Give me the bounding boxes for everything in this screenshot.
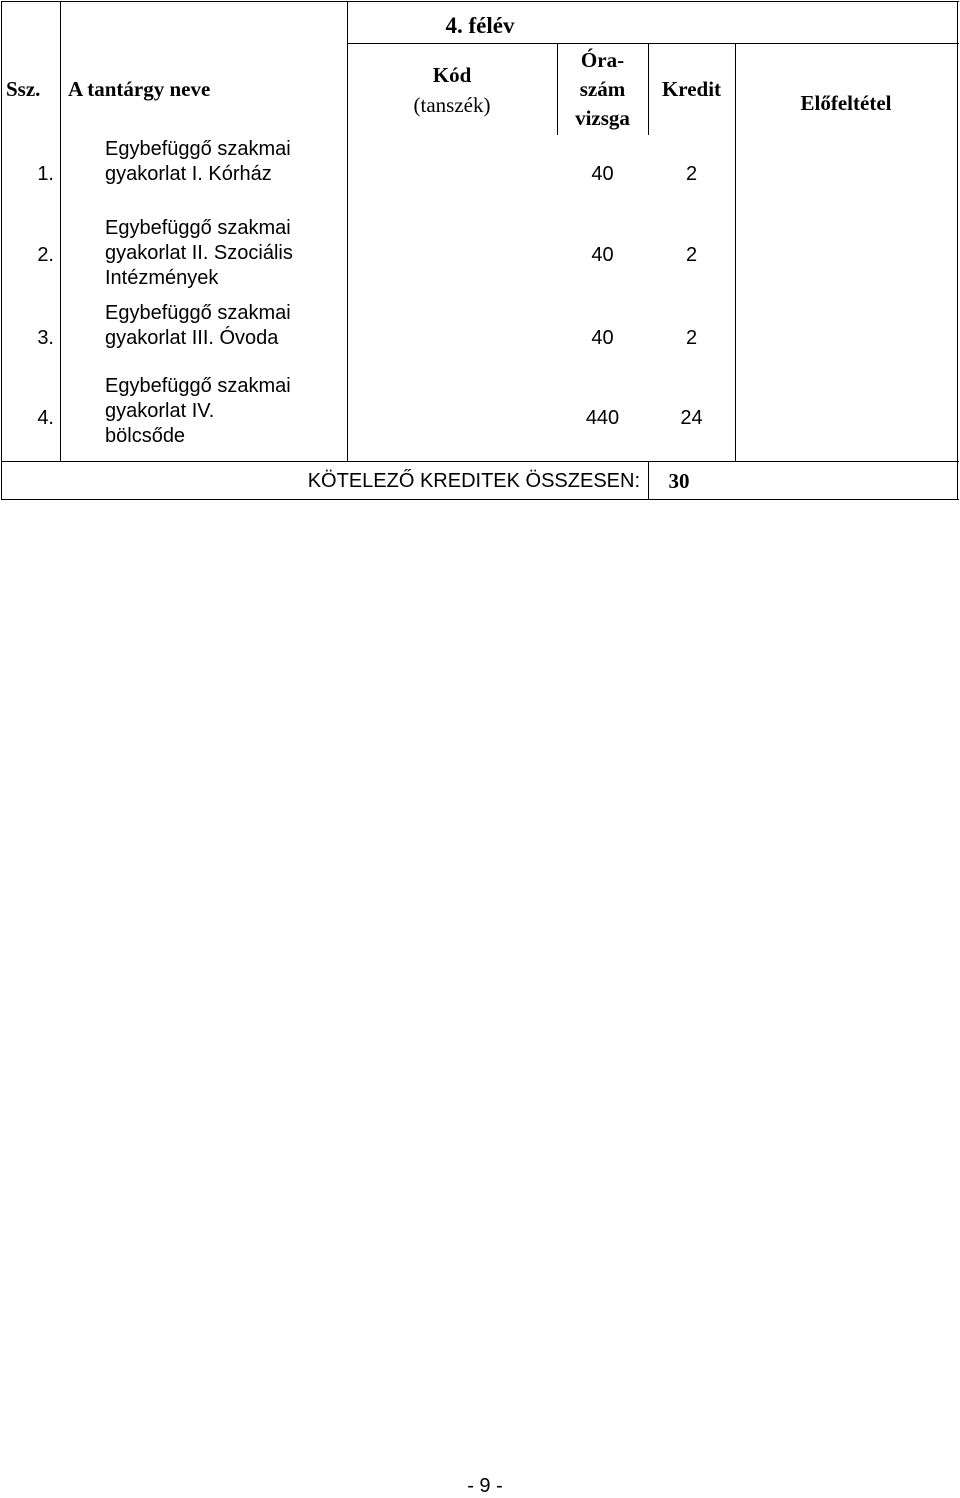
semester-title-divider	[347, 43, 959, 44]
subject-name: gyakorlat I. Kórház	[105, 163, 272, 185]
subject-name: gyakorlat III. Óvoda	[105, 327, 279, 349]
total-credits-value: 30	[668, 469, 690, 493]
header-hours: szám	[579, 77, 626, 101]
header-code: Kód	[432, 63, 472, 87]
credit-value: 24	[680, 407, 703, 429]
row-number: 4.	[37, 407, 54, 429]
table-border-left	[1, 1, 2, 500]
header-hours-exam: vizsga	[575, 106, 630, 130]
header-subject-name: A tantárgy neve	[68, 77, 211, 101]
subject-name: Egybefüggő szakmai	[105, 375, 291, 397]
row-number: 3.	[37, 327, 54, 349]
header-credit: Kredit	[661, 77, 722, 101]
header-hours: Óra-	[580, 48, 625, 72]
row-number: 2.	[37, 244, 54, 266]
subject-name: gyakorlat II. Szociális	[105, 242, 293, 264]
table-border-bottom	[1, 499, 959, 500]
credit-value: 2	[685, 163, 698, 185]
table-body-bottom	[1, 461, 959, 462]
hours-value: 40	[591, 327, 614, 349]
credit-value: 2	[685, 244, 698, 266]
column-divider-number	[60, 1, 61, 462]
header-number: Ssz.	[6, 77, 41, 101]
subject-name: Egybefüggő szakmai	[105, 217, 291, 239]
credit-value: 2	[685, 327, 698, 349]
row-number: 1.	[37, 163, 54, 185]
semester-title: 4. félév	[445, 13, 515, 38]
subject-name: gyakorlat IV.	[105, 400, 215, 422]
header-prerequisite: Előfeltétel	[800, 91, 892, 115]
page-number: - 9 -	[467, 1475, 503, 1497]
subject-name: Intézmények	[105, 267, 219, 289]
total-credits-label: KÖTELEZŐ KREDITEK ÖSSZESEN:	[307, 470, 640, 492]
table-border-top	[1, 1, 959, 2]
table-border-right	[957, 1, 958, 500]
subject-name: Egybefüggő szakmai	[105, 302, 291, 324]
hours-value: 40	[591, 244, 614, 266]
header-code-department: (tanszék)	[413, 93, 491, 117]
hours-value: 40	[591, 163, 614, 185]
subject-name: bölcsőde	[105, 425, 186, 447]
hours-value: 440	[585, 407, 620, 429]
subject-name: Egybefüggő szakmai	[105, 138, 291, 160]
